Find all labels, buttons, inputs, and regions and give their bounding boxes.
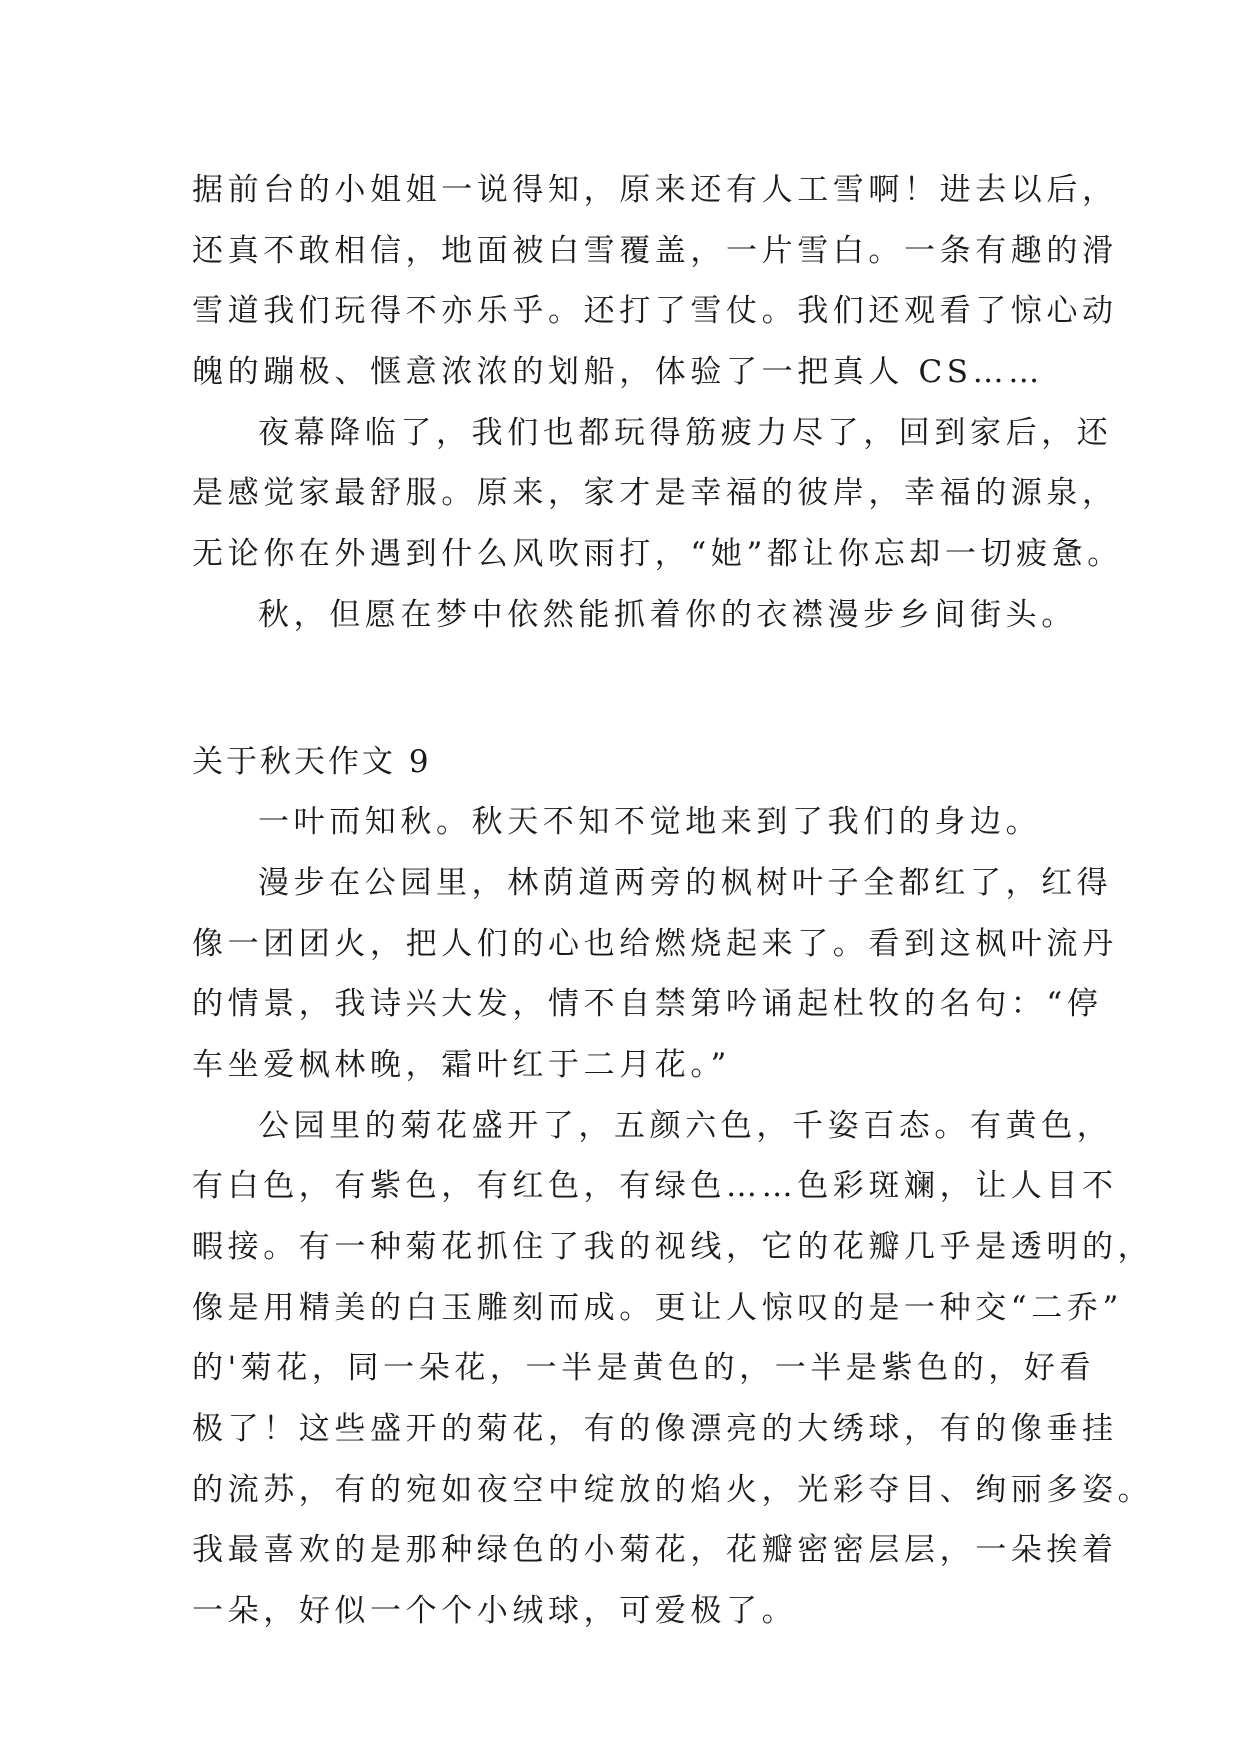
text-line: 暇接。有一种菊花抓住了我的视线，它的花瓣几乎是透明的， — [192, 1229, 1154, 1265]
text-line: 的流苏，有的宛如夜空中绽放的焰火，光彩夺目、绚丽多姿。 — [192, 1471, 1154, 1508]
paragraph-first-line: 漫步在公园里，林荫道两旁的枫树叶子全都红了，红得 — [258, 864, 1113, 901]
section-gap — [192, 646, 1077, 732]
text-line: 无论你在外遇到什么风吹雨打，“她”都让你忘却一切疲惫。 — [192, 536, 1123, 573]
text-line: 极了！这些盛开的菊花，有的像漂亮的大绣球，有的像垂挂 — [192, 1411, 1118, 1448]
text-line: 像一团团火，把人们的心也给燃烧起来了。看到这枫叶流丹 — [192, 925, 1118, 962]
paragraph-first-line: 夜幕降临了，我们也都玩得筋疲力尽了，回到家后，还 — [258, 414, 1113, 451]
document-body — [192, 160, 1154, 1642]
paragraph-first-line: 公园里的菊花盛开了，五颜六色，千姿百态。有黄色， — [258, 1107, 1113, 1144]
text-line: 魄的蹦极、惬意浓浓的划船，体验了一把真人 CS…… — [192, 354, 1044, 391]
text-line: 是感觉家最舒服。原来，家才是幸福的彼岸，幸福的源泉， — [192, 475, 1118, 512]
text-line: 一朵，好似一个个小绒球，可爱极了。 — [192, 1593, 798, 1630]
text-line: 像是用精美的白玉雕刻而成。更让人惊叹的是一种交“二乔” — [192, 1289, 1123, 1326]
paragraph-first-line: 秋，但愿在梦中依然能抓着你的衣襟漫步乡间街头。 — [258, 596, 1077, 633]
text-line: 的情景，我诗兴大发，情不自禁第吟诵起杜牧的名句：“停 — [192, 986, 1103, 1023]
text-line: 据前台的小姐姐一说得知，原来还有人工雪啊！进去以后， — [192, 172, 1118, 208]
text-line: 的'菊花，同一朵花，一半是黄色的，一半是紫色的，好看 — [192, 1350, 1096, 1387]
text-line: 我最喜欢的是那种绿色的小菊花，花瓣密密层层，一朵挨着 — [192, 1532, 1118, 1569]
text-line: 有白色，有紫色，有红色，有绿色……色彩斑斓，让人目不 — [192, 1168, 1118, 1205]
section-heading: 关于秋天作文 9 — [192, 743, 432, 780]
text-line: 还真不敢相信，地面被白雪覆盖，一片雪白。一条有趣的滑 — [192, 232, 1118, 269]
text-line: 雪道我们玩得不亦乐乎。还打了雪仗。我们还观看了惊心动 — [192, 293, 1118, 330]
text-line: 车坐爱枫林晚，霜叶红于二月花。” — [192, 1046, 731, 1083]
paragraph-first-line: 一叶而知秋。秋天不知不觉地来到了我们的身边。 — [258, 804, 1042, 841]
